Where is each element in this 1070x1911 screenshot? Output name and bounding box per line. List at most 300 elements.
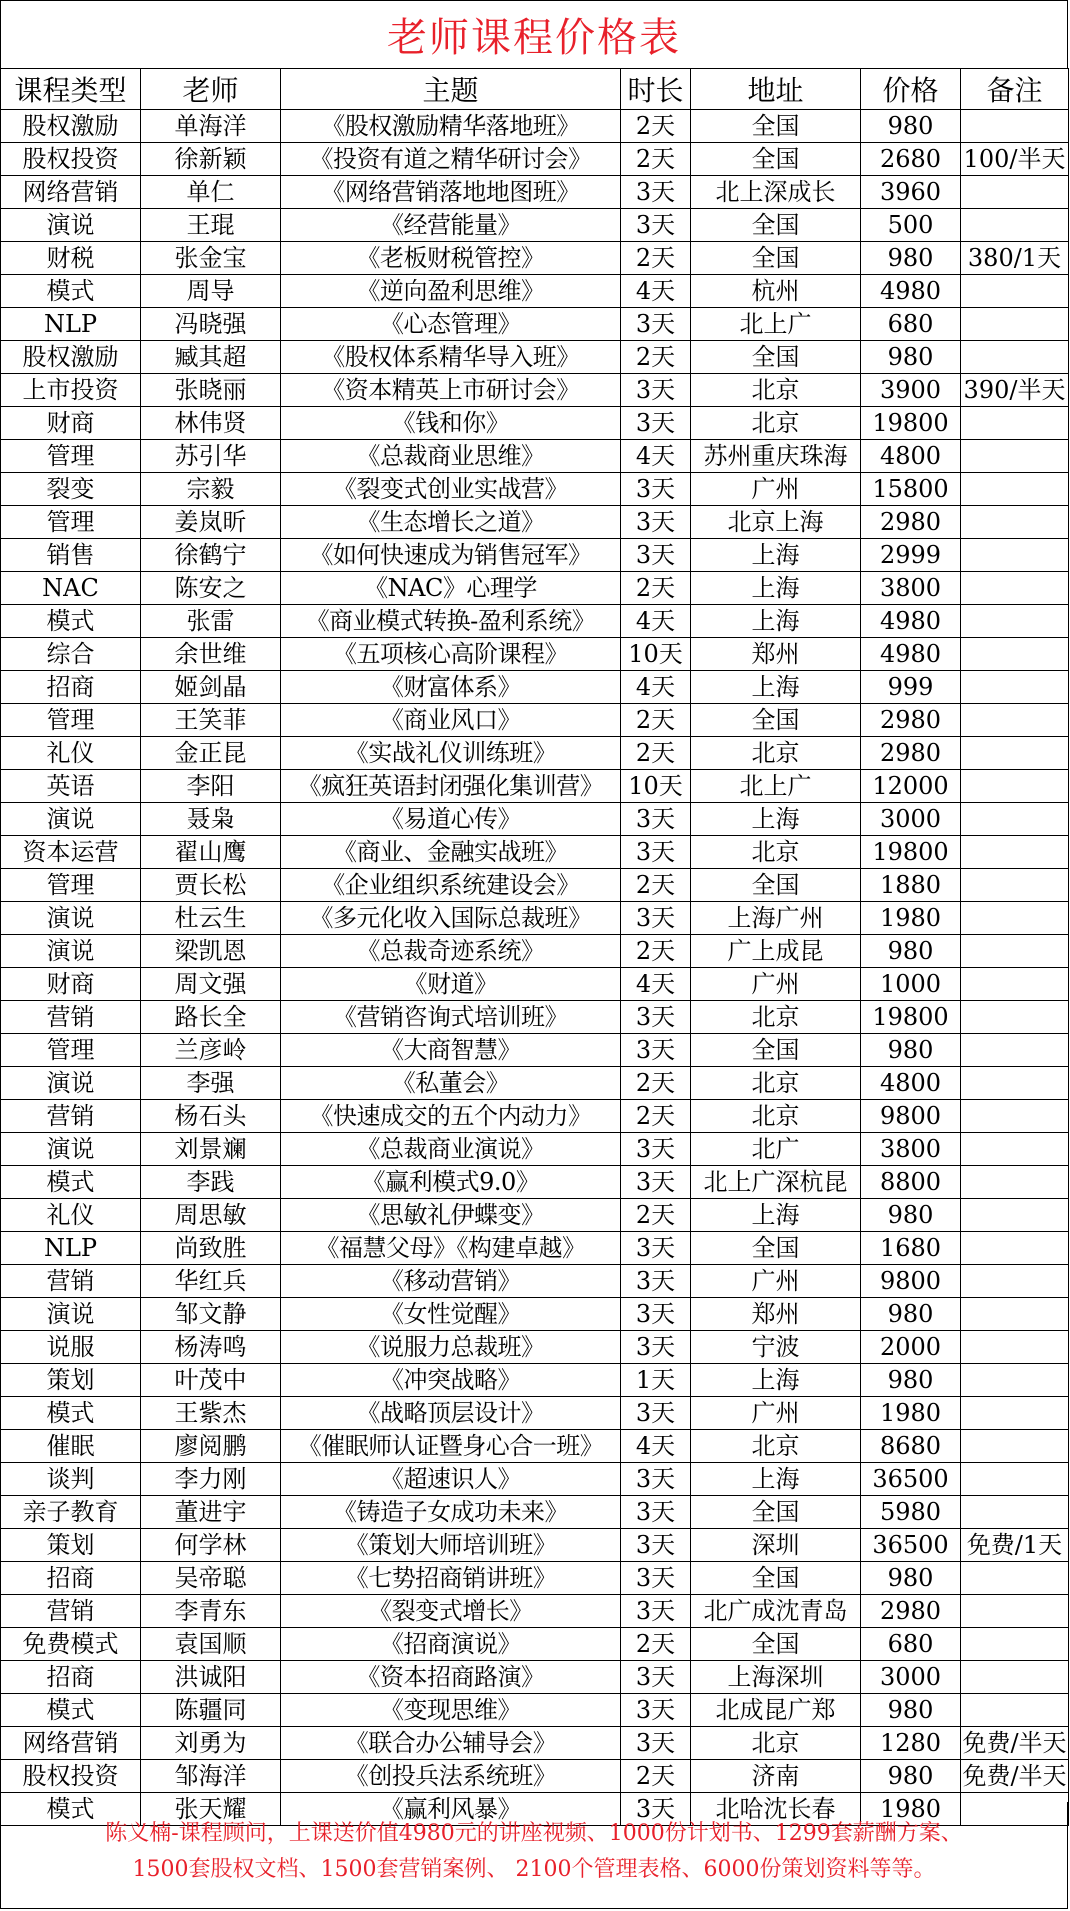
cell-teacher: 华红兵 — [141, 1265, 281, 1298]
cell-location: 全国 — [691, 242, 861, 275]
cell-topic: 《战略顶层设计》 — [281, 1397, 621, 1430]
cell-topic: 《超速识人》 — [281, 1463, 621, 1496]
cell-teacher: 张金宝 — [141, 242, 281, 275]
header-topic: 主题 — [281, 69, 621, 110]
cell-type: 免费模式 — [1, 1628, 141, 1661]
cell-location: 全国 — [691, 1562, 861, 1595]
table-row — [1, 242, 1069, 275]
cell-price: 1280 — [861, 1727, 961, 1760]
cell-price: 2980 — [861, 704, 961, 737]
cell-price: 8800 — [861, 1166, 961, 1199]
cell-type: 策划 — [1, 1364, 141, 1397]
cell-location: 全国 — [691, 1232, 861, 1265]
cell-price: 8680 — [861, 1430, 961, 1463]
cell-teacher: 冯晓强 — [141, 308, 281, 341]
cell-duration: 4天 — [621, 440, 691, 473]
cell-topic: 《实战礼仪训练班》 — [281, 737, 621, 770]
cell-topic: 《逆向盈利思维》 — [281, 275, 621, 308]
cell-teacher: 杨涛鸣 — [141, 1331, 281, 1364]
sheet-title: 老师课程价格表 — [387, 15, 681, 61]
cell-note — [961, 704, 1069, 737]
cell-topic: 《投资有道之精华研讨会》 — [281, 143, 621, 176]
cell-topic: 《催眠师认证暨身心合一班》 — [281, 1430, 621, 1463]
cell-type: 招商 — [1, 671, 141, 704]
cell-topic: 《总裁商业思维》 — [281, 440, 621, 473]
cell-type: 演说 — [1, 803, 141, 836]
cell-topic: 《七势招商销讲班》 — [281, 1562, 621, 1595]
cell-location: 北哈沈长春 — [691, 1793, 861, 1826]
cell-duration: 3天 — [621, 1727, 691, 1760]
cell-duration: 3天 — [621, 1496, 691, 1529]
table-row — [1, 1628, 1069, 1661]
cell-teacher: 兰彦岭 — [141, 1034, 281, 1067]
cell-duration: 2天 — [621, 737, 691, 770]
table-row — [1, 803, 1069, 836]
cell-teacher: 单仁 — [141, 176, 281, 209]
cell-location: 上海深圳 — [691, 1661, 861, 1694]
cell-location: 全国 — [691, 1496, 861, 1529]
table-row — [1, 1562, 1069, 1595]
table-row — [1, 1661, 1069, 1694]
cell-duration: 2天 — [621, 341, 691, 374]
table-row — [1, 473, 1069, 506]
cell-price: 980 — [861, 1562, 961, 1595]
cell-location: 北京 — [691, 1067, 861, 1100]
cell-type: 销售 — [1, 539, 141, 572]
cell-location: 全国 — [691, 1034, 861, 1067]
cell-location: 上海 — [691, 572, 861, 605]
cell-price: 5980 — [861, 1496, 961, 1529]
cell-note — [961, 1166, 1069, 1199]
cell-topic: 《NAC》心理学 — [281, 572, 621, 605]
cell-price: 19800 — [861, 836, 961, 869]
cell-teacher: 梁凯恩 — [141, 935, 281, 968]
cell-duration: 2天 — [621, 1760, 691, 1793]
table-row — [1, 1166, 1069, 1199]
cell-teacher: 臧其超 — [141, 341, 281, 374]
table-row — [1, 1199, 1069, 1232]
cell-price: 4800 — [861, 440, 961, 473]
cell-duration: 3天 — [621, 836, 691, 869]
cell-duration: 1天 — [621, 1364, 691, 1397]
footer-line-2: 1500套股权文档、1500套营销案例、 2100个管理表格、6000份策划资料等等。 — [132, 1857, 936, 1882]
cell-duration: 3天 — [621, 539, 691, 572]
cell-price: 2680 — [861, 143, 961, 176]
cell-duration: 3天 — [621, 1595, 691, 1628]
cell-type: 管理 — [1, 506, 141, 539]
cell-type: 管理 — [1, 440, 141, 473]
cell-teacher: 张天耀 — [141, 1793, 281, 1826]
cell-topic: 《经营能量》 — [281, 209, 621, 242]
cell-duration: 3天 — [621, 1397, 691, 1430]
cell-price: 4980 — [861, 605, 961, 638]
cell-topic: 《裂变式创业实战营》 — [281, 473, 621, 506]
cell-price: 980 — [861, 1694, 961, 1727]
table-row — [1, 143, 1069, 176]
cell-duration: 3天 — [621, 1034, 691, 1067]
cell-duration: 3天 — [621, 1562, 691, 1595]
cell-type: 模式 — [1, 1397, 141, 1430]
cell-duration: 2天 — [621, 935, 691, 968]
cell-duration: 3天 — [621, 407, 691, 440]
cell-type: 谈判 — [1, 1463, 141, 1496]
cell-price: 2000 — [861, 1331, 961, 1364]
cell-teacher: 邹文静 — [141, 1298, 281, 1331]
cell-location: 北上深成长 — [691, 176, 861, 209]
cell-teacher: 贾长松 — [141, 869, 281, 902]
cell-location: 北广成沈青岛 — [691, 1595, 861, 1628]
table-row — [1, 869, 1069, 902]
cell-teacher: 张晓丽 — [141, 374, 281, 407]
cell-price: 999 — [861, 671, 961, 704]
price-table — [0, 68, 1069, 1826]
cell-type: 招商 — [1, 1562, 141, 1595]
cell-location: 全国 — [691, 869, 861, 902]
table-row — [1, 1331, 1069, 1364]
cell-teacher: 徐新颖 — [141, 143, 281, 176]
cell-topic: 《资本精英上市研讨会》 — [281, 374, 621, 407]
table-row — [1, 671, 1069, 704]
table-row — [1, 440, 1069, 473]
table-row — [1, 1595, 1069, 1628]
cell-teacher: 尚致胜 — [141, 1232, 281, 1265]
cell-topic: 《网络营销落地地图班》 — [281, 176, 621, 209]
table-row — [1, 1034, 1069, 1067]
cell-duration: 10天 — [621, 638, 691, 671]
table-row — [1, 1760, 1069, 1793]
cell-price: 980 — [861, 110, 961, 143]
cell-note — [961, 1133, 1069, 1166]
cell-location: 上海 — [691, 539, 861, 572]
cell-teacher: 邹海洋 — [141, 1760, 281, 1793]
cell-note: 免费/半天 — [961, 1760, 1069, 1793]
cell-location: 北上广 — [691, 770, 861, 803]
cell-teacher: 姬剑晶 — [141, 671, 281, 704]
cell-duration: 3天 — [621, 1133, 691, 1166]
cell-type: NLP — [1, 1232, 141, 1265]
table-row — [1, 1133, 1069, 1166]
cell-location: 济南 — [691, 1760, 861, 1793]
cell-note: 免费/半天 — [961, 1727, 1069, 1760]
cell-note — [961, 1628, 1069, 1661]
cell-duration: 3天 — [621, 1001, 691, 1034]
footer-note — [0, 1802, 1068, 1909]
cell-note — [961, 1001, 1069, 1034]
cell-price: 3960 — [861, 176, 961, 209]
cell-location: 北京 — [691, 1727, 861, 1760]
cell-duration: 4天 — [621, 968, 691, 1001]
cell-location: 北京 — [691, 1001, 861, 1034]
cell-type: 股权投资 — [1, 143, 141, 176]
cell-topic: 《私董会》 — [281, 1067, 621, 1100]
cell-teacher: 张雷 — [141, 605, 281, 638]
cell-note — [961, 539, 1069, 572]
table-row — [1, 1232, 1069, 1265]
cell-price: 15800 — [861, 473, 961, 506]
cell-price: 1980 — [861, 902, 961, 935]
cell-duration: 3天 — [621, 209, 691, 242]
cell-location: 上海 — [691, 605, 861, 638]
cell-topic: 《商业、金融实战班》 — [281, 836, 621, 869]
cell-type: 财商 — [1, 407, 141, 440]
cell-price: 3900 — [861, 374, 961, 407]
cell-duration: 10天 — [621, 770, 691, 803]
cell-price: 980 — [861, 1364, 961, 1397]
cell-note — [961, 671, 1069, 704]
cell-type: 招商 — [1, 1661, 141, 1694]
cell-teacher: 周导 — [141, 275, 281, 308]
cell-price: 3800 — [861, 1133, 961, 1166]
table-row — [1, 110, 1069, 143]
cell-duration: 2天 — [621, 704, 691, 737]
cell-location: 广州 — [691, 1397, 861, 1430]
cell-location: 宁波 — [691, 1331, 861, 1364]
cell-price: 980 — [861, 935, 961, 968]
table-row — [1, 374, 1069, 407]
cell-teacher: 徐鹤宁 — [141, 539, 281, 572]
cell-topic: 《大商智慧》 — [281, 1034, 621, 1067]
cell-teacher: 周思敏 — [141, 1199, 281, 1232]
cell-location: 北京 — [691, 374, 861, 407]
cell-location: 全国 — [691, 1628, 861, 1661]
cell-topic: 《女性觉醒》 — [281, 1298, 621, 1331]
header-duration: 时长 — [621, 69, 691, 110]
cell-duration: 3天 — [621, 902, 691, 935]
cell-type: 财税 — [1, 242, 141, 275]
table-row — [1, 935, 1069, 968]
cell-duration: 4天 — [621, 1430, 691, 1463]
cell-teacher: 李青东 — [141, 1595, 281, 1628]
cell-note: 390/半天 — [961, 374, 1069, 407]
table-row — [1, 1496, 1069, 1529]
cell-price: 4980 — [861, 275, 961, 308]
cell-teacher: 苏引华 — [141, 440, 281, 473]
cell-teacher: 林伟贤 — [141, 407, 281, 440]
cell-location: 北京上海 — [691, 506, 861, 539]
cell-teacher: 李践 — [141, 1166, 281, 1199]
cell-teacher: 刘景斓 — [141, 1133, 281, 1166]
cell-note — [961, 836, 1069, 869]
table-row — [1, 308, 1069, 341]
header-teacher: 老师 — [141, 69, 281, 110]
cell-price: 980 — [861, 1034, 961, 1067]
cell-duration: 4天 — [621, 605, 691, 638]
cell-teacher: 杨石头 — [141, 1100, 281, 1133]
cell-topic: 《老板财税管控》 — [281, 242, 621, 275]
cell-duration: 2天 — [621, 110, 691, 143]
cell-teacher: 周文强 — [141, 968, 281, 1001]
cell-note — [961, 935, 1069, 968]
cell-topic: 《股权激励精华落地班》 — [281, 110, 621, 143]
cell-topic: 《资本招商路演》 — [281, 1661, 621, 1694]
cell-price: 980 — [861, 1298, 961, 1331]
cell-type: NLP — [1, 308, 141, 341]
cell-duration: 3天 — [621, 1166, 691, 1199]
cell-topic: 《总裁奇迹系统》 — [281, 935, 621, 968]
cell-type: 说服 — [1, 1331, 141, 1364]
footer-line-1: 陈义楠-课程顾问，上课送价值4980元的讲座视频、1000份计划书、1299套薪酬方案、 — [105, 1821, 963, 1846]
cell-topic: 《赢利模式9.0》 — [281, 1166, 621, 1199]
table-row — [1, 539, 1069, 572]
cell-note — [961, 1067, 1069, 1100]
table-row — [1, 968, 1069, 1001]
cell-type: 网络营销 — [1, 176, 141, 209]
cell-price: 19800 — [861, 407, 961, 440]
cell-duration: 3天 — [621, 1463, 691, 1496]
cell-topic: 《快速成交的五个内动力》 — [281, 1100, 621, 1133]
cell-duration: 3天 — [621, 1331, 691, 1364]
cell-note — [961, 440, 1069, 473]
cell-note — [961, 1463, 1069, 1496]
cell-location: 北上广 — [691, 308, 861, 341]
cell-location: 郑州 — [691, 638, 861, 671]
cell-location: 北上广深杭昆 — [691, 1166, 861, 1199]
cell-note — [961, 308, 1069, 341]
cell-note — [961, 275, 1069, 308]
cell-location: 全国 — [691, 341, 861, 374]
cell-price: 1980 — [861, 1793, 961, 1826]
cell-topic: 《营销咨询式培训班》 — [281, 1001, 621, 1034]
cell-location: 上海 — [691, 803, 861, 836]
cell-price: 1680 — [861, 1232, 961, 1265]
cell-topic: 《策划大师培训班》 — [281, 1529, 621, 1562]
cell-duration: 3天 — [621, 1694, 691, 1727]
cell-duration: 2天 — [621, 242, 691, 275]
cell-topic: 《创投兵法系统班》 — [281, 1760, 621, 1793]
cell-note — [961, 341, 1069, 374]
table-row — [1, 209, 1069, 242]
table-row — [1, 902, 1069, 935]
cell-price: 2980 — [861, 737, 961, 770]
cell-topic: 《股权体系精华导入班》 — [281, 341, 621, 374]
cell-teacher: 陈安之 — [141, 572, 281, 605]
cell-duration: 3天 — [621, 176, 691, 209]
cell-note: 100/半天 — [961, 143, 1069, 176]
table-row — [1, 407, 1069, 440]
cell-type: 上市投资 — [1, 374, 141, 407]
cell-location: 上海 — [691, 1463, 861, 1496]
cell-note — [961, 110, 1069, 143]
cell-location: 广上成昆 — [691, 935, 861, 968]
cell-price: 3800 — [861, 572, 961, 605]
cell-topic: 《商业模式转换-盈利系统》 — [281, 605, 621, 638]
cell-duration: 4天 — [621, 671, 691, 704]
cell-note — [961, 803, 1069, 836]
cell-type: 模式 — [1, 1793, 141, 1826]
cell-price: 1880 — [861, 869, 961, 902]
cell-price: 36500 — [861, 1529, 961, 1562]
cell-price: 2999 — [861, 539, 961, 572]
cell-type: 英语 — [1, 770, 141, 803]
cell-type: 裂变 — [1, 473, 141, 506]
cell-teacher: 宗毅 — [141, 473, 281, 506]
cell-topic: 《铸造子女成功未来》 — [281, 1496, 621, 1529]
cell-location: 上海 — [691, 1364, 861, 1397]
cell-teacher: 洪诚阳 — [141, 1661, 281, 1694]
cell-note — [961, 902, 1069, 935]
cell-type: NAC — [1, 572, 141, 605]
header-type: 课程类型 — [1, 69, 141, 110]
cell-type: 营销 — [1, 1595, 141, 1628]
table-row — [1, 1529, 1069, 1562]
cell-type: 管理 — [1, 1034, 141, 1067]
cell-teacher: 叶茂中 — [141, 1364, 281, 1397]
cell-topic: 《疯狂英语封闭强化集训营》 — [281, 770, 621, 803]
header-note: 备注 — [961, 69, 1069, 110]
table-body — [1, 110, 1069, 1826]
cell-price: 4800 — [861, 1067, 961, 1100]
cell-note — [961, 1661, 1069, 1694]
cell-duration: 3天 — [621, 1232, 691, 1265]
cell-note — [961, 209, 1069, 242]
cell-note — [961, 1595, 1069, 1628]
cell-type: 综合 — [1, 638, 141, 671]
cell-location: 北京 — [691, 1100, 861, 1133]
cell-price: 1000 — [861, 968, 961, 1001]
cell-location: 全国 — [691, 143, 861, 176]
cell-type: 财商 — [1, 968, 141, 1001]
cell-type: 催眠 — [1, 1430, 141, 1463]
cell-location: 上海广州 — [691, 902, 861, 935]
table-row — [1, 1397, 1069, 1430]
cell-type: 资本运营 — [1, 836, 141, 869]
cell-price: 4980 — [861, 638, 961, 671]
cell-type: 模式 — [1, 605, 141, 638]
cell-price: 500 — [861, 209, 961, 242]
cell-location: 杭州 — [691, 275, 861, 308]
cell-note — [961, 1199, 1069, 1232]
cell-type: 模式 — [1, 1694, 141, 1727]
cell-location: 北京 — [691, 737, 861, 770]
cell-duration: 3天 — [621, 1298, 691, 1331]
cell-price: 980 — [861, 1760, 961, 1793]
cell-type: 股权激励 — [1, 341, 141, 374]
table-row — [1, 1100, 1069, 1133]
cell-topic: 《企业组织系统建设会》 — [281, 869, 621, 902]
cell-duration: 2天 — [621, 1628, 691, 1661]
cell-teacher: 金正昆 — [141, 737, 281, 770]
cell-type: 礼仪 — [1, 1199, 141, 1232]
cell-teacher: 杜云生 — [141, 902, 281, 935]
cell-teacher: 王笑菲 — [141, 704, 281, 737]
cell-note — [961, 1265, 1069, 1298]
cell-note — [961, 506, 1069, 539]
cell-note — [961, 1364, 1069, 1397]
cell-duration: 2天 — [621, 1067, 691, 1100]
cell-note — [961, 638, 1069, 671]
cell-topic: 《移动营销》 — [281, 1265, 621, 1298]
cell-topic: 《财道》 — [281, 968, 621, 1001]
cell-type: 股权投资 — [1, 1760, 141, 1793]
cell-duration: 3天 — [621, 803, 691, 836]
cell-type: 管理 — [1, 869, 141, 902]
cell-topic: 《钱和你》 — [281, 407, 621, 440]
table-row — [1, 1364, 1069, 1397]
cell-location: 北京 — [691, 407, 861, 440]
cell-type: 亲子教育 — [1, 1496, 141, 1529]
cell-note — [961, 737, 1069, 770]
cell-type: 营销 — [1, 1265, 141, 1298]
cell-location: 广州 — [691, 968, 861, 1001]
cell-duration: 3天 — [621, 1529, 691, 1562]
cell-location: 北京 — [691, 1430, 861, 1463]
cell-teacher: 单海洋 — [141, 110, 281, 143]
cell-note — [961, 605, 1069, 638]
cell-note — [961, 1430, 1069, 1463]
cell-type: 演说 — [1, 1298, 141, 1331]
cell-note — [961, 407, 1069, 440]
header-location: 地址 — [691, 69, 861, 110]
